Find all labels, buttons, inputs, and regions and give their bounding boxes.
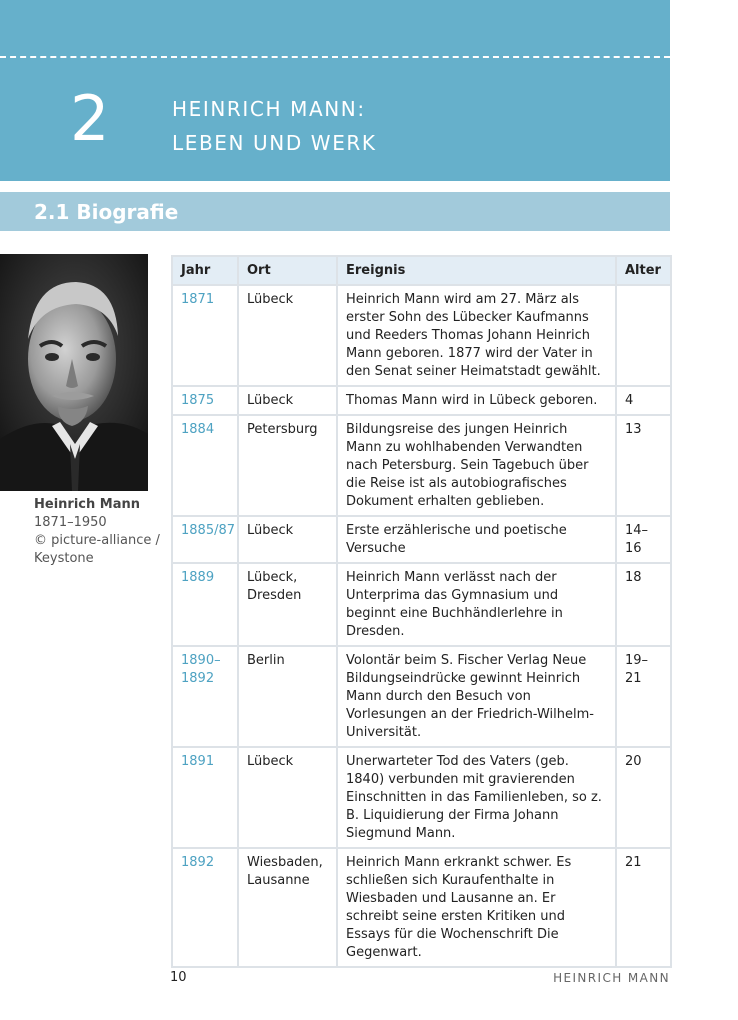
chapter-number: 2 (70, 82, 110, 155)
event-cell: Bildungsreise des jungen Heinrich Mann zu wohlhabenden Verwandten nach Petersburg. Sein Tagebuch über die Reise ist als autobiografisches Dokument erhalten geblieben. (337, 415, 616, 516)
table-row (172, 563, 671, 646)
table-row (172, 646, 671, 747)
caption-credit: © picture-alliance / (34, 533, 160, 548)
column-header-event: Ereignis (337, 256, 616, 285)
year-cell: 1891 (172, 747, 238, 848)
caption-name: Heinrich Mann (34, 497, 140, 512)
event-cell: Heinrich Mann erkrankt schwer. Es schließen sich Kuraufenthalte in Wiesbaden und Lausanne an. Er schreibt seine ersten Kritiken und Essays für die Wochenschrift Die Gegenwart. (337, 848, 616, 967)
place-cell: Berlin (238, 646, 337, 747)
caption-credit-agency: Keystone (34, 551, 94, 566)
section-title: 2.1 Biografie (34, 200, 179, 224)
caption-years: 1871–1950 (34, 515, 107, 530)
age-cell: 20 (616, 747, 671, 848)
place-cell: Petersburg (238, 415, 337, 516)
event-cell: Unerwarteter Tod des Vaters (geb. 1840) verbunden mit gravierenden Einschnitten in das Familienleben, so z. B. Liquidierung der Firma Johann Siegmund Mann. (337, 747, 616, 848)
column-header-year: Jahr (172, 256, 238, 285)
chapter-header (0, 0, 670, 181)
place-cell: Lübeck (238, 285, 337, 386)
year-cell: 1892 (172, 848, 238, 967)
place-cell: Lübeck, Dresden (238, 563, 337, 646)
place-cell: Lübeck (238, 386, 337, 415)
table-row (172, 747, 671, 848)
year-cell: 1889 (172, 563, 238, 646)
event-cell: Heinrich Mann verlässt nach der Unterprima das Gymnasium und beginnt eine Buchhändlerlehre in Dresden. (337, 563, 616, 646)
place-cell: Wiesbaden, Lausanne (238, 848, 337, 967)
age-cell: 18 (616, 563, 671, 646)
chapter-title-line-1: HEINRICH MANN: (172, 97, 366, 121)
age-cell: 19–21 (616, 646, 671, 747)
event-cell: Heinrich Mann wird am 27. März als erster Sohn des Lübecker Kaufmanns und Reeders Thomas Johann Heinrich Mann geboren. 1877 wird der Vater in den Senat seiner Heimatstadt gewählt. (337, 285, 616, 386)
year-cell: 1875 (172, 386, 238, 415)
table-row (172, 415, 671, 516)
table-row (172, 516, 671, 563)
place-cell: Lübeck (238, 516, 337, 563)
age-cell: 21 (616, 848, 671, 967)
age-cell: 4 (616, 386, 671, 415)
table-row (172, 285, 671, 386)
year-cell: 1871 (172, 285, 238, 386)
age-cell (616, 285, 671, 386)
table-header-row (172, 256, 671, 285)
chapter-title (172, 92, 377, 160)
column-header-age: Alter (616, 256, 671, 285)
year-cell: 1885/87 (172, 516, 238, 563)
column-header-place: Ort (238, 256, 337, 285)
portrait-photo (0, 254, 148, 491)
photo-caption (34, 496, 164, 568)
age-cell: 13 (616, 415, 671, 516)
table-row (172, 386, 671, 415)
chapter-title-line-2: LEBEN UND WERK (172, 131, 377, 155)
event-cell: Thomas Mann wird in Lübeck geboren. (337, 386, 616, 415)
event-cell: Volontär beim S. Fischer Verlag Neue Bildungseindrücke gewinnt Heinrich Mann durch den Besuch von Vorlesungen an der Friedrich-Wilhelm-Universität. (337, 646, 616, 747)
place-cell: Lübeck (238, 747, 337, 848)
event-cell: Erste erzählerische und poetische Versuche (337, 516, 616, 563)
year-cell: 1884 (172, 415, 238, 516)
biography-table (171, 255, 672, 968)
table-row (172, 848, 671, 967)
year-cell: 1890–1892 (172, 646, 238, 747)
dashed-rule (0, 56, 670, 58)
age-cell: 14–16 (616, 516, 671, 563)
page-number: 10 (170, 970, 187, 985)
running-title: HEINRICH MANN (553, 971, 670, 985)
